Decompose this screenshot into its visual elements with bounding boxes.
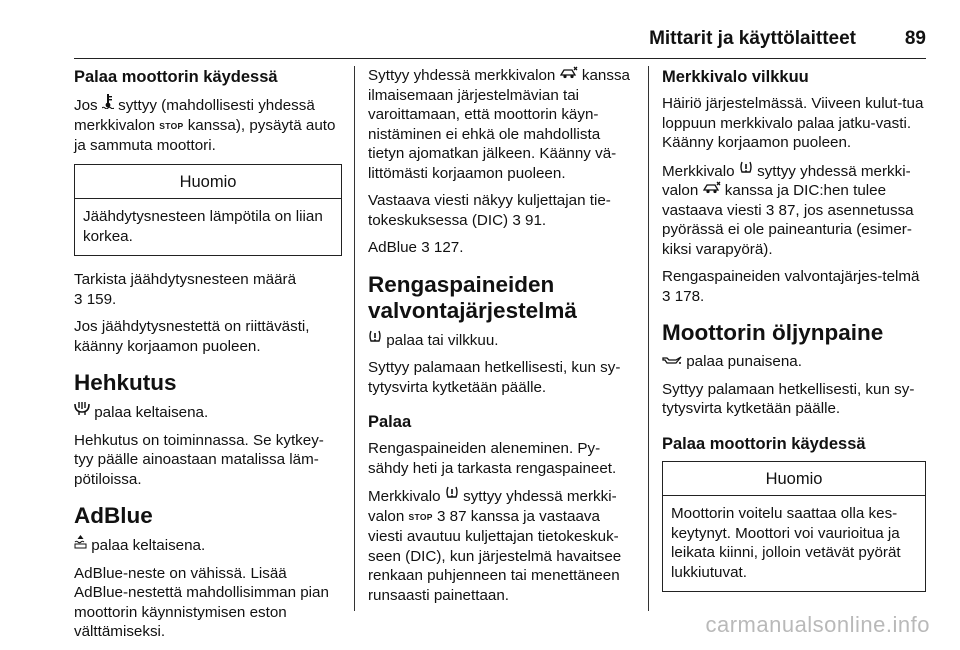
- coolant-temperature-icon: [102, 94, 114, 111]
- note-body: Jäähdytysnesteen lämpötila on liian korkea.: [83, 208, 323, 245]
- column-3: [662, 66, 926, 606]
- column-2: [368, 66, 632, 613]
- paragraph: palaa keltaisena.: [74, 535, 342, 556]
- section-heading: Merkkivalo vilkkuu: [662, 68, 809, 86]
- chapter-title: Mittarit ja käyttölaitteet: [649, 28, 856, 49]
- section-heading: Palaa moottorin käydessä: [74, 68, 278, 86]
- paragraph: Jos jäähdytysnestettä on riittävästi, käänny korjaamon puoleen.: [74, 318, 310, 355]
- page-number: 89: [904, 28, 926, 49]
- page-reference[interactable]: 178.: [674, 287, 705, 305]
- paragraph: Merkkivalo syttyy yhdessä merkki-valon STOP 3 87 kanssa ja vastaava viesti avautuu kuljettajan tietokeskuk-seen (DIC), kun järjestelmä havaitsee renkaan puhjenneen tai menettäneen runsaasti painettaan.: [368, 488, 622, 604]
- tyre-pressure-icon: [368, 330, 382, 346]
- paragraph: palaa keltaisena.: [74, 402, 342, 423]
- page-reference[interactable]: 127.: [433, 239, 464, 256]
- section-heading: Palaa: [368, 413, 412, 431]
- paragraph: Syttyy palamaan hetkellisesti, kun sy-tytysvirta kytketään päälle.: [662, 380, 915, 417]
- column-1: [74, 66, 342, 650]
- arrow-reference: 3: [421, 239, 430, 256]
- paragraph: Syttyy yhdessä merkkivalon kanssa ilmaisemaan järjestelmävian tai varoittamaan, että moottorin käyn-nistäminen ei ehkä ole mahdollista tietyn ajomatkan jälkeen. Käänny vä-littömästi korjaamon puoleen.: [368, 67, 630, 182]
- column-divider: [354, 66, 355, 611]
- paragraph: Häiriö järjestelmässä. Viiveen kulut-tua loppuun merkkivalo palaa jatku-vasti. Käänny korjaamon puoleen.: [662, 95, 924, 151]
- section-heading: AdBlue: [74, 503, 153, 528]
- arrow-reference: 3: [436, 507, 446, 525]
- section-heading: Rengaspaineiden valvontajärjestelmä: [368, 271, 577, 323]
- paragraph: Merkkivalo syttyy yhdessä merkki-valon kanssa ja DIC:hen tulee vastaava viesti 3 87, jos asennetussa pyörässä ei ole paineanturia (esimer-kiksi varapyörä).: [662, 162, 914, 258]
- page-reference[interactable]: 159.: [86, 290, 117, 308]
- service-vehicle-icon: [560, 66, 578, 81]
- arrow-reference: 3: [765, 201, 775, 219]
- section-heading: Moottorin öljynpaine: [662, 320, 884, 345]
- page-header: [74, 28, 926, 59]
- note-box: [74, 164, 342, 257]
- paragraph: palaa tai vilkkuu.: [368, 330, 632, 351]
- paragraph: Tarkista jäähdytysnesteen määrä 3 159.: [74, 271, 297, 308]
- note-heading: Huomio: [663, 462, 925, 497]
- paragraph: AdBlue 3 127.: [368, 239, 464, 256]
- paragraph: Syttyy palamaan hetkellisesti, kun sy-tytysvirta kytketään päälle.: [368, 359, 621, 396]
- oil-pressure-icon: [662, 355, 682, 367]
- paragraph: Vastaava viesti näkyy kuljettajan tie-tokeskuksessa (DIC) 3 91.: [368, 192, 611, 229]
- note-heading: Huomio: [75, 165, 341, 200]
- stop-icon: STOP: [408, 511, 433, 522]
- paragraph: Hehkutus on toiminnassa. Se kytkey-tyy päälle ainoastaan matalissa läm-pötiloissa.: [74, 431, 324, 488]
- arrow-reference: 3: [74, 290, 83, 308]
- paragraph: Jos syttyy (mahdollisesti yhdessä merkkivalon STOP kanssa), pysäytä auto ja sammuta moottori.: [74, 94, 342, 156]
- arrow-reference: 3: [512, 211, 521, 229]
- paragraph: palaa punaisena.: [662, 352, 926, 372]
- service-vehicle-icon: [703, 181, 721, 196]
- stop-icon: STOP: [159, 120, 184, 131]
- column-divider: [648, 66, 649, 611]
- note-body: Moottorin voitelu saattaa olla kes-keytynyt. Moottori voi vaurioitua ja leikata kiinni, jolloin vetävät pyörät lukkiutuvat.: [671, 505, 901, 581]
- adblue-icon: [74, 535, 87, 551]
- tyre-pressure-icon: [445, 486, 459, 502]
- paragraph: Rengaspaineiden valvontajärjes-telmä 3 178.: [662, 268, 920, 305]
- section-heading: Palaa moottorin käydessä: [662, 434, 866, 453]
- glow-plug-icon: [74, 402, 90, 418]
- section-heading: Hehkutus: [74, 370, 177, 395]
- tyre-pressure-icon: [739, 161, 753, 177]
- paragraph: Rengaspaineiden aleneminen. Py-sähdy heti ja tarkasta rengaspaineet.: [368, 440, 617, 477]
- arrow-reference: 3: [662, 287, 671, 305]
- page-reference[interactable]: 91.: [525, 211, 547, 229]
- paragraph: AdBlue-neste on vähissä. Lisää AdBlue-nestettä mahdollisimman pian moottorin käynnistymisen eston välttämiseksi.: [74, 564, 329, 640]
- watermark: carmanualsonline.info: [705, 612, 930, 637]
- note-box: [662, 461, 926, 593]
